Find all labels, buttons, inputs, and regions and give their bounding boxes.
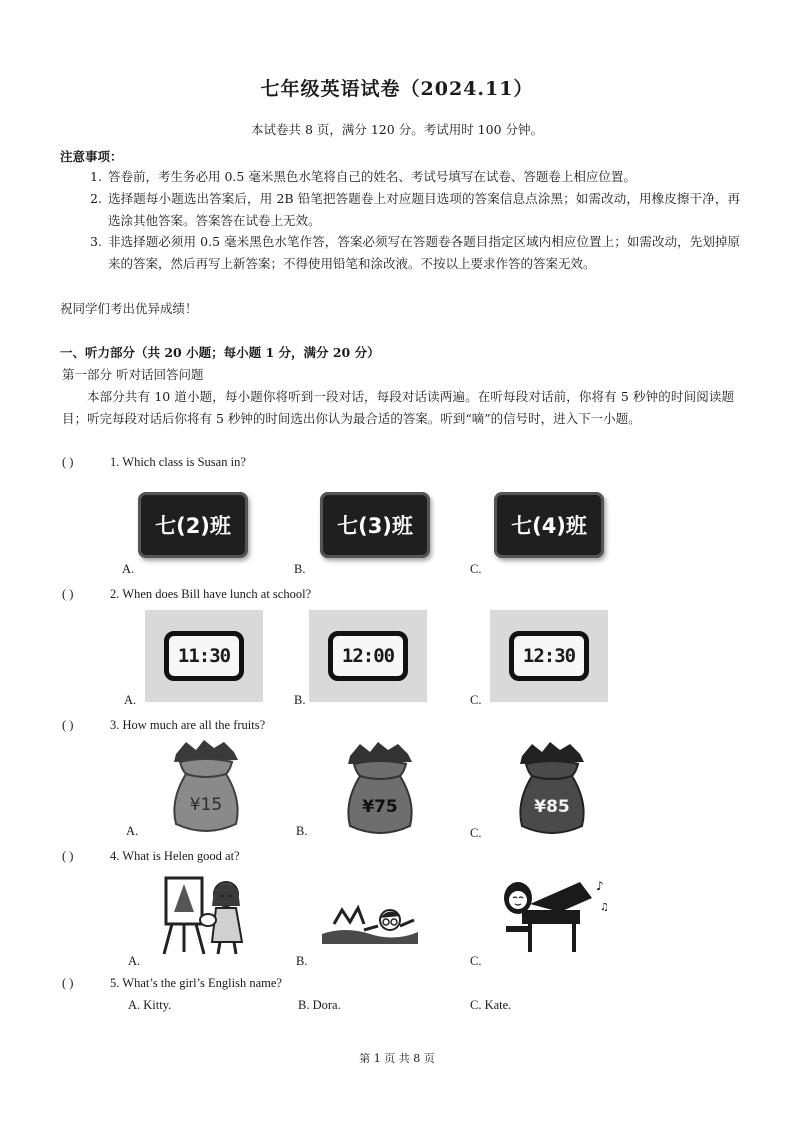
fruit-bag-icon — [514, 742, 590, 838]
class-sign-b: 七(3)班 — [320, 492, 430, 558]
clock-image-a — [145, 610, 263, 702]
price-label: ¥85 — [534, 797, 570, 817]
option-b[interactable]: B. — [294, 693, 306, 707]
answer-blank[interactable]: ( ) — [62, 849, 74, 863]
option-b[interactable]: B. — [294, 562, 306, 576]
fruit-bag-icon — [168, 740, 244, 836]
fruit-bag-icon — [342, 742, 418, 838]
painting-image — [160, 872, 252, 960]
option-c[interactable]: C. Kate. — [470, 998, 512, 1012]
option-a[interactable]: A. — [122, 562, 135, 576]
price-label: ¥75 — [362, 797, 398, 817]
girl-painting-icon — [160, 872, 252, 956]
class-sign-a: 七(2)班 — [138, 492, 248, 558]
answer-blank[interactable]: ( ) — [62, 718, 74, 732]
section-heading: 一、听力部分（共 20 小题；每小题 1 分，满分 20 分） — [60, 345, 380, 360]
option-c[interactable]: C. — [470, 954, 482, 968]
clock-image-c — [490, 610, 608, 702]
fruit-bag-a — [168, 740, 244, 836]
option-b[interactable]: B. — [296, 954, 308, 968]
piano-image — [500, 876, 610, 960]
question-text: 2. When does Bill have lunch at school? — [110, 587, 312, 601]
swimming-image — [320, 890, 420, 950]
notice-heading: 注意事项： — [60, 149, 123, 164]
question-3 — [62, 718, 265, 733]
question-text: 4. What is Helen good at? — [110, 849, 240, 863]
digital-clock-icon: 12:00 — [328, 631, 408, 681]
question-5 — [62, 976, 282, 991]
svg-text:♪: ♪ — [596, 879, 604, 893]
question-2 — [62, 587, 311, 602]
notice-item — [90, 166, 740, 188]
fruit-bag-b — [342, 742, 418, 838]
answer-blank[interactable]: ( ) — [62, 455, 74, 469]
notice-item-text: 答卷前，考生务必用 0.5 毫米黑色水笔将自己的姓名、考试号填写在试卷、答题卷上相应位置。 — [108, 169, 636, 184]
option-b[interactable]: B. Dora. — [298, 998, 341, 1012]
question-1 — [62, 455, 246, 470]
clock-image-b — [309, 610, 427, 702]
notice-item-number: 3. — [90, 234, 102, 249]
svg-text:♫: ♫ — [600, 902, 609, 913]
option-c[interactable]: C. — [470, 826, 482, 840]
instructions: 本部分共有 10 道小题，每小题你将听到一段对话，每段对话读两遍。在听每段对话前，你将有 5 秒钟的时间阅读题目；听完每段对话后你将有 5 秒钟的时间选出你认为最合适的答案。听到“嘀”的信号时，进入下一小题。 — [62, 389, 734, 426]
notice-item — [90, 188, 740, 232]
notice-item — [90, 231, 740, 275]
price-label: ¥15 — [189, 795, 223, 815]
answer-blank[interactable]: ( ) — [62, 587, 74, 601]
digital-clock-icon: 12:30 — [509, 631, 589, 681]
option-c[interactable]: C. — [470, 562, 482, 576]
good-luck-text: 祝同学们考出优异成绩！ — [60, 301, 198, 316]
part-title: 第一部分 听对话回答问题 — [62, 367, 204, 382]
answer-blank[interactable]: ( ) — [62, 976, 74, 990]
notice-item-number: 1. — [90, 169, 102, 184]
question-4 — [62, 849, 240, 864]
exam-info: 本试卷共 8 页，满分 120 分。考试用时 100 分钟。 — [250, 122, 543, 137]
option-a[interactable]: A. Kitty. — [128, 998, 172, 1012]
option-a[interactable]: A. — [126, 824, 139, 838]
notice-item-number: 2. — [90, 191, 102, 206]
question-text: 5. What’s the girl’s English name? — [110, 976, 282, 990]
digital-clock-icon: 11:30 — [164, 631, 244, 681]
option-b[interactable]: B. — [296, 824, 308, 838]
page-title: 七年级英语试卷（2024.11） — [260, 78, 534, 100]
question-text: 3. How much are all the fruits? — [110, 718, 266, 732]
class-sign-c: 七(4)班 — [494, 492, 604, 558]
girl-swimming-icon — [320, 890, 420, 946]
fruit-bag-c — [514, 742, 590, 838]
page-number: 第 1 页 共 8 页 — [359, 1052, 435, 1065]
option-c[interactable]: C. — [470, 693, 482, 707]
option-a[interactable]: A. — [124, 693, 137, 707]
option-a[interactable]: A. — [128, 954, 141, 968]
notice-item-text: 选择题每小题选出答案后，用 2B 铅笔把答题卷上对应题目选项的答案信息点涂黑；如需改动，用橡皮擦干净，再选涂其他答案。答案答在试卷上无效。 — [108, 191, 740, 228]
notice-item-text: 非选择题必须用 0.5 毫米黑色水笔作答，答案必须写在答题卷各题目指定区域内相应位置上；如需改动，先划掉原来的答案，然后再写上新答案；不得使用铅笔和涂改液。不按以上要求作答的答案无效。 — [108, 234, 740, 271]
girl-playing-piano-icon — [500, 876, 610, 956]
question-text: 1. Which class is Susan in? — [110, 455, 246, 469]
